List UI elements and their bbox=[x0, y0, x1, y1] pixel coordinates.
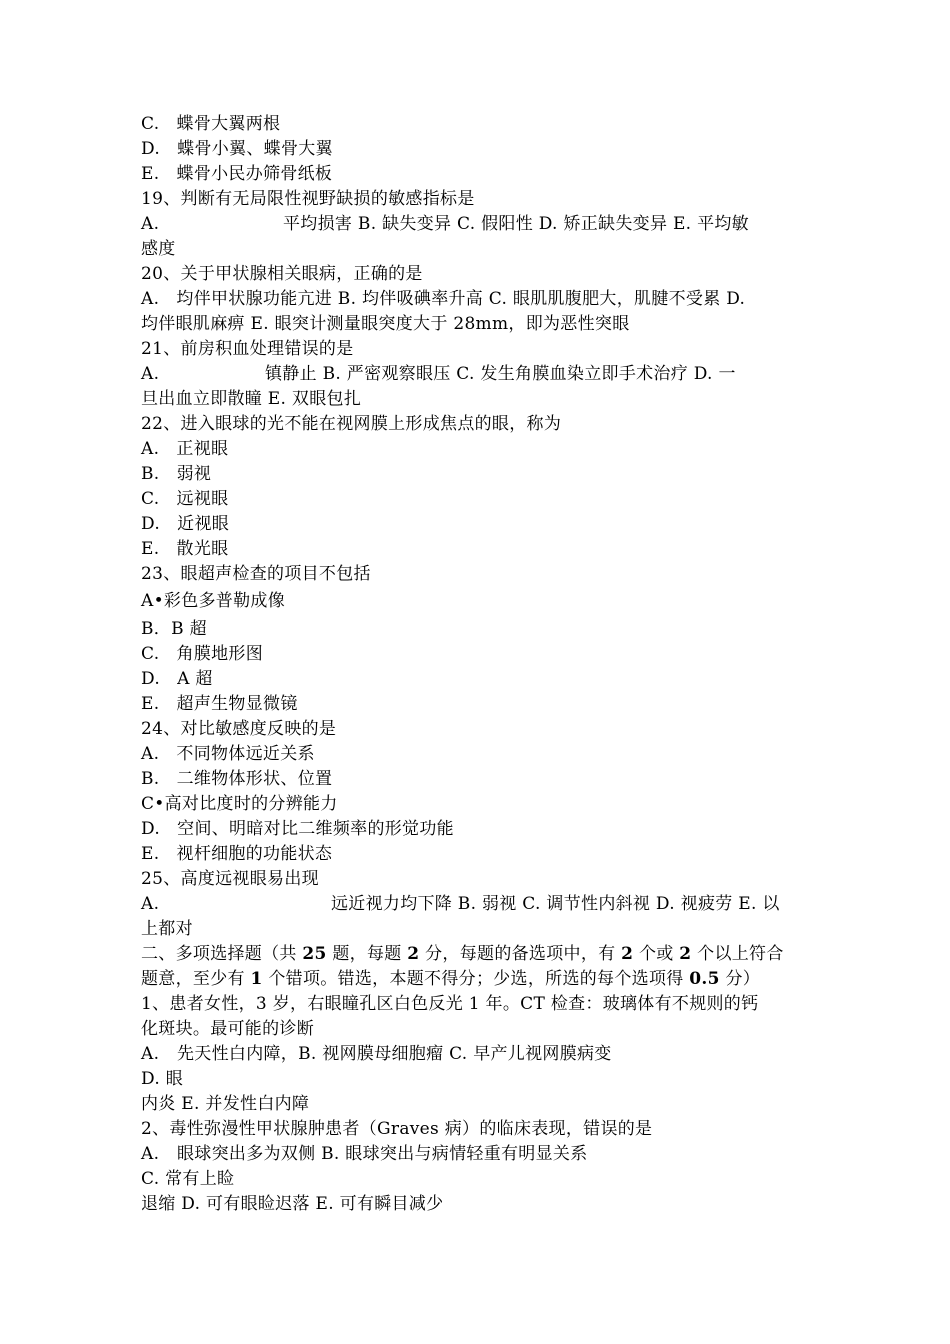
bold-number: 25 bbox=[302, 944, 327, 964]
line-text: 退缩 D. 可有眼睑迟落 E. 可有瞬目减少 bbox=[141, 1194, 444, 1214]
line-text: E. 蝶骨小民办筛骨纸板 bbox=[141, 164, 333, 184]
text-line bbox=[141, 767, 332, 791]
line-text: E. 散光眼 bbox=[141, 539, 229, 559]
text-line bbox=[141, 642, 263, 666]
line-text: 化斑块。最可能的诊断 bbox=[141, 1019, 314, 1039]
text-line bbox=[141, 617, 207, 641]
line-text: D. A 超 bbox=[141, 669, 213, 689]
text-run: 题意，至少有 bbox=[141, 969, 251, 989]
text-line bbox=[141, 1092, 309, 1116]
line-text: 25、高度远视眼易出现 bbox=[141, 869, 319, 889]
text-line bbox=[141, 362, 736, 386]
text-line bbox=[141, 1017, 314, 1041]
line-text: E. 视杆细胞的功能状态 bbox=[141, 844, 333, 864]
text-run: 分，每题的备选项中，有 bbox=[419, 944, 622, 964]
text-line bbox=[141, 1042, 612, 1066]
text-line bbox=[141, 842, 332, 866]
text-line bbox=[141, 262, 423, 286]
line-text: D. 近视眼 bbox=[141, 514, 230, 534]
text-run: 个错项。错选，本题不得分；少选，所选的每个选项得 bbox=[262, 969, 690, 989]
text-line bbox=[141, 742, 315, 766]
line-text: 21、前房积血处理错误的是 bbox=[141, 339, 354, 359]
line-text: 2、毒性弥漫性甲状腺肿患者（Graves 病）的临床表现，错误的是 bbox=[141, 1119, 653, 1139]
line-text: D. 蝶骨小翼、蝶骨大翼 bbox=[141, 139, 333, 159]
line-text: C. 常有上睑 bbox=[141, 1169, 235, 1189]
text-line bbox=[141, 817, 454, 841]
line-text: 20、关于甲状腺相关眼病，正确的是 bbox=[141, 264, 423, 284]
text-run: 个或 bbox=[633, 944, 680, 964]
text-line bbox=[141, 792, 338, 816]
line-text: 先天性白内障，B. 视网膜母细胞瘤 C. 早产儿视网膜病变 bbox=[177, 1044, 612, 1064]
line-text: 24、对比敏感度反映的是 bbox=[141, 719, 337, 739]
line-text: 均伴眼肌麻痹 E. 眼突计测量眼突度大于 28mm，即为恶性突眼 bbox=[141, 314, 630, 334]
text-line bbox=[141, 1167, 234, 1191]
option-label: A. bbox=[141, 1044, 160, 1064]
line-text: A. 正视眼 bbox=[141, 439, 229, 459]
text-line bbox=[141, 337, 354, 361]
line-text: A. 均伴甲状腺功能亢进 B. 均伴吸碘率升高 C. 眼肌肌腹肥大，肌腱不受累 D. bbox=[141, 289, 746, 309]
text-line bbox=[141, 437, 228, 461]
text-line bbox=[141, 312, 630, 336]
line-text: B．B 超 bbox=[141, 619, 207, 639]
line-text: 平均损害 B. 缺失变异 C. 假阳性 D. 矫正缺失变异 E. 平均敏 bbox=[283, 214, 749, 234]
text-line bbox=[141, 692, 298, 716]
text-run: 二、多项选择题（共 bbox=[141, 944, 303, 964]
text-line bbox=[141, 512, 229, 536]
text-line bbox=[141, 212, 749, 236]
line-text: 镇静止 B. 严密观察眼压 C. 发生角膜血染立即手术治疗 D. 一 bbox=[265, 364, 736, 384]
line-text: E. 超声生物显微镜 bbox=[141, 694, 298, 714]
text-line bbox=[141, 462, 211, 486]
text-line bbox=[141, 562, 371, 586]
text-line bbox=[141, 967, 760, 991]
text-line bbox=[141, 892, 780, 916]
text-line bbox=[141, 162, 332, 186]
text-line bbox=[141, 942, 784, 966]
line-text: 19、判断有无局限性视野缺损的敏感指标是 bbox=[141, 189, 475, 209]
bold-number: 2 bbox=[679, 944, 692, 964]
text-line bbox=[141, 589, 285, 613]
text-line bbox=[141, 667, 213, 691]
line-text: D. 眼 bbox=[141, 1069, 184, 1089]
text-line bbox=[141, 112, 280, 136]
text-line bbox=[141, 287, 745, 311]
line-text: 1、患者女性，3 岁，右眼瞳孔区白色反光 1 年。CT 检查：玻璃体有不规则的钙 bbox=[141, 994, 759, 1014]
line-text: B. 二维物体形状、位置 bbox=[141, 769, 333, 789]
line-text: 眼球突出多为双侧 B. 眼球突出与病情轻重有明显关系 bbox=[177, 1144, 588, 1164]
text-line bbox=[141, 1192, 443, 1216]
line-text: A•彩色多普勒成像 bbox=[141, 591, 286, 611]
text-run: 分） bbox=[719, 969, 761, 989]
text-line bbox=[141, 717, 336, 741]
line-text: 旦出血立即散瞳 E. 双眼包扎 bbox=[141, 389, 362, 409]
line-text: B. 弱视 bbox=[141, 464, 212, 484]
text-run: 题，每题 bbox=[326, 944, 408, 964]
line-text: A. 不同物体远近关系 bbox=[141, 744, 315, 764]
line-text: C•高对比度时的分辨能力 bbox=[141, 794, 338, 814]
line-text: C. 角膜地形图 bbox=[141, 644, 264, 664]
text-line bbox=[141, 387, 361, 411]
text-line bbox=[141, 537, 228, 561]
option-label: A. bbox=[141, 214, 160, 234]
line-text: C. 远视眼 bbox=[141, 489, 229, 509]
text-line bbox=[141, 412, 561, 436]
line-text: 远近视力均下降 B. 弱视 C. 调节性内斜视 D. 视疲劳 E. 以 bbox=[331, 894, 780, 914]
line-text: 23、眼超声检查的项目不包括 bbox=[141, 564, 371, 584]
text-line bbox=[141, 1067, 183, 1091]
text-line bbox=[141, 237, 176, 261]
text-run: 个以上符合 bbox=[691, 944, 784, 964]
text-line bbox=[141, 487, 228, 511]
bold-number: 1 bbox=[250, 969, 263, 989]
option-label: A. bbox=[141, 894, 160, 914]
line-text: 内炎 E. 并发性白内障 bbox=[141, 1094, 310, 1114]
text-line bbox=[141, 1117, 652, 1141]
text-line bbox=[141, 917, 193, 941]
option-label: A. bbox=[141, 1144, 160, 1164]
text-line bbox=[141, 992, 758, 1016]
line-text: C. 蝶骨大翼两根 bbox=[141, 114, 281, 134]
text-line bbox=[141, 137, 333, 161]
bold-number: 2 bbox=[621, 944, 634, 964]
text-line bbox=[141, 867, 319, 891]
line-text: 22、进入眼球的光不能在视网膜上形成焦点的眼，称为 bbox=[141, 414, 562, 434]
line-text: 上都对 bbox=[141, 919, 193, 939]
line-text: D. 空间、明暗对比二维频率的形觉功能 bbox=[141, 819, 454, 839]
text-line bbox=[141, 1142, 588, 1166]
option-label: A. bbox=[141, 364, 160, 384]
line-text: 感度 bbox=[141, 239, 176, 259]
text-line bbox=[141, 187, 475, 211]
bold-number: 2 bbox=[407, 944, 420, 964]
bold-number: 0.5 bbox=[689, 969, 720, 989]
